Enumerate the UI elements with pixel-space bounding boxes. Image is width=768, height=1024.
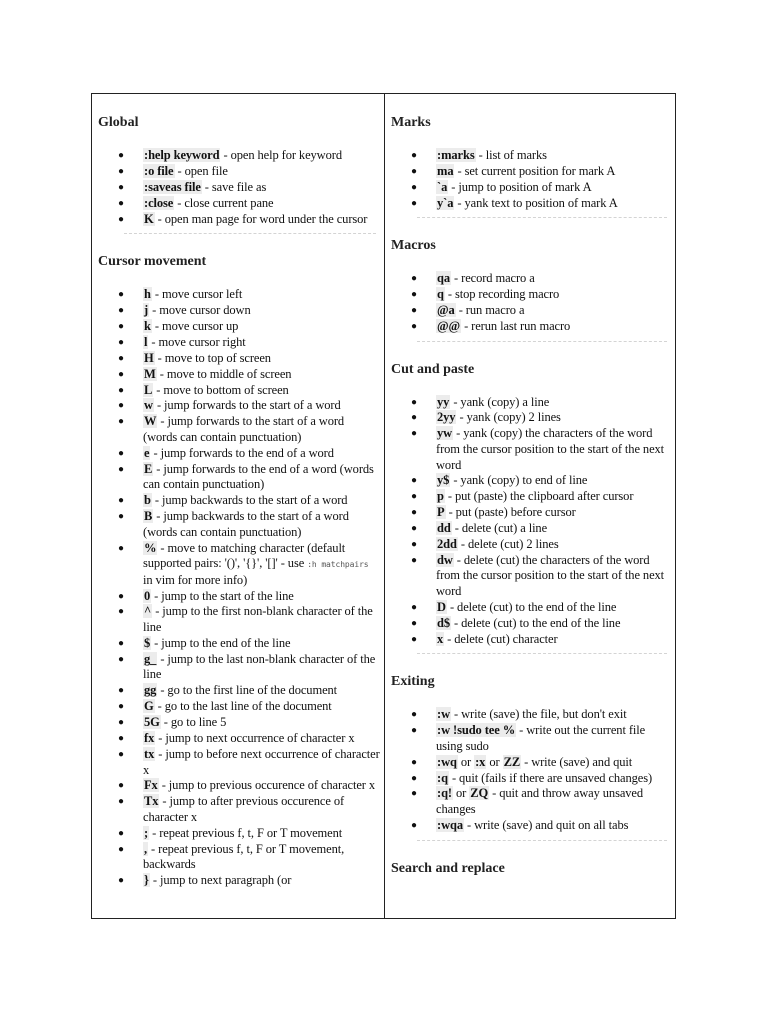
command-description: - move cursor left	[151, 287, 243, 302]
command-description: - move to top of screen	[154, 350, 271, 365]
bullet-icon: ●	[411, 507, 417, 519]
command-description: - jump to next paragraph (or	[149, 873, 292, 888]
list-item	[391, 755, 671, 771]
inline-code: :h matchpairs	[307, 560, 369, 570]
command-key: }	[144, 873, 149, 888]
bullet-icon: ●	[411, 725, 417, 737]
command-key: :o file	[144, 163, 174, 178]
command-description: - save file as	[201, 179, 267, 194]
list-item	[391, 521, 671, 537]
bullet-icon: ●	[118, 320, 124, 332]
bullet-icon: ●	[118, 384, 124, 396]
command-description: - yank (copy) to end of line	[450, 473, 588, 488]
cheat-sheet-table	[91, 93, 676, 919]
command-description: or	[457, 754, 475, 769]
command-key: b	[144, 493, 151, 508]
command-key: :wq	[437, 754, 457, 769]
command-description: - write (save) the file, but don't exit	[451, 707, 627, 722]
bullet-icon: ●	[411, 538, 417, 550]
command-description: - write out the current file using sudo	[436, 723, 646, 753]
list-item	[391, 271, 671, 287]
bullet-icon: ●	[411, 165, 417, 177]
command-key: ;	[144, 825, 149, 840]
list-item	[391, 426, 671, 473]
list-item	[391, 771, 671, 787]
command-key: :q!	[437, 786, 452, 801]
list-item	[98, 335, 380, 351]
section-title-search-and-replace: Search and replace	[391, 860, 505, 876]
command-description: - move to bottom of screen	[153, 382, 289, 397]
list-item	[98, 826, 380, 842]
command-description: in vim for more info)	[143, 572, 248, 587]
bullet-icon: ●	[118, 843, 124, 855]
command-description: - open man page for word under the cursor	[154, 211, 368, 226]
bullet-icon: ●	[411, 197, 417, 209]
command-description: - jump to the end of the line	[151, 635, 291, 650]
command-key: e	[144, 445, 150, 460]
command-key: dw	[437, 552, 453, 567]
bullet-icon: ●	[118, 780, 124, 792]
bullet-icon: ●	[411, 633, 417, 645]
list-item	[391, 723, 671, 754]
command-key: d$	[437, 615, 451, 630]
command-key: q	[437, 287, 444, 302]
bullet-icon: ●	[411, 305, 417, 317]
list-item	[98, 509, 380, 540]
command-description: - jump to before next occurrence of character x	[143, 746, 380, 777]
command-key: y`a	[437, 195, 454, 210]
exiting-list	[391, 707, 671, 833]
list-item	[98, 715, 380, 731]
command-key: :saveas file	[144, 179, 201, 194]
list-item	[98, 731, 380, 747]
list-item	[391, 786, 671, 817]
command-description: - jump to the start of the line	[151, 588, 294, 603]
command-key: :q	[437, 770, 448, 785]
command-key: :close	[144, 195, 174, 210]
command-key: :x	[475, 754, 486, 769]
command-key: P	[437, 505, 445, 520]
list-item	[391, 303, 671, 319]
bullet-icon: ●	[411, 428, 417, 440]
command-key: ,	[144, 841, 148, 856]
bullet-icon: ●	[118, 606, 124, 618]
list-item	[98, 303, 380, 319]
command-description: - jump to the first non-blank character of the line	[143, 604, 373, 635]
list-item	[391, 287, 671, 303]
bullet-icon: ●	[118, 701, 124, 713]
bullet-icon: ●	[118, 748, 124, 760]
command-description: - go to the last line of the document	[154, 699, 332, 714]
command-key: M	[144, 366, 156, 381]
bullet-icon: ●	[118, 495, 124, 507]
command-key: yw	[437, 426, 453, 441]
bullet-icon: ●	[118, 213, 124, 225]
command-description: - jump backwards to the start of a word	[151, 493, 348, 508]
command-key: :help keyword	[144, 148, 220, 162]
list-item	[98, 652, 380, 683]
bullet-icon: ●	[118, 875, 124, 887]
list-item	[98, 873, 380, 889]
command-key: :wqa	[437, 817, 463, 832]
command-description: - jump to after previous occurence of character x	[143, 794, 345, 824]
command-key: l	[144, 334, 148, 349]
list-item	[391, 707, 671, 723]
command-key: qa	[437, 271, 451, 286]
command-description: - quit (fails if there are unsaved changes)	[448, 770, 653, 785]
list-item	[98, 778, 380, 794]
bullet-icon: ●	[118, 305, 124, 317]
list-item	[391, 395, 671, 411]
list-item	[98, 699, 380, 715]
section-title-cut-and-paste: Cut and paste	[391, 361, 475, 377]
command-description: - jump forwards to the end of a word (words can contain punctuation)	[143, 461, 374, 492]
section-title-global: Global	[98, 115, 139, 130]
cursor-movement-list	[98, 287, 380, 889]
section-separator	[124, 233, 376, 234]
command-description: - delete (cut) to the end of the line	[451, 615, 621, 630]
command-description: or	[486, 754, 503, 769]
bullet-icon: ●	[118, 733, 124, 745]
command-description: - record macro a	[451, 271, 535, 286]
command-description: - yank (copy) the characters of the word from the cursor position to the start of the next word	[436, 426, 665, 472]
command-description: - open help for keyword	[220, 148, 342, 162]
command-key: E	[144, 461, 153, 476]
command-description: - jump backwards to the start of a word (words can contain punctuation)	[143, 509, 349, 539]
list-item	[98, 164, 380, 180]
section-title-exiting: Exiting	[391, 674, 435, 690]
command-key: H	[144, 350, 154, 365]
section-title-marks: Marks	[391, 115, 431, 130]
global-list	[98, 148, 380, 227]
command-key: 0	[144, 588, 151, 603]
bullet-icon: ●	[411, 475, 417, 487]
bullet-icon: ●	[118, 653, 124, 665]
list-item	[98, 842, 380, 873]
list-item	[98, 604, 380, 635]
command-description: - quit and throw away unsaved changes	[436, 786, 644, 817]
bullet-icon: ●	[118, 590, 124, 602]
command-key: gg	[144, 683, 157, 698]
command-key: Fx	[144, 778, 158, 793]
bullet-icon: ●	[118, 416, 124, 428]
list-item	[391, 818, 671, 834]
command-description: - jump to the last non-blank character of the line	[143, 651, 376, 682]
list-item	[98, 493, 380, 509]
list-item	[98, 196, 380, 212]
command-description: - list of marks	[475, 148, 547, 162]
list-item	[391, 600, 671, 616]
command-key: fx	[144, 731, 155, 746]
list-item	[98, 367, 380, 383]
command-key: @a	[437, 303, 455, 318]
bullet-icon: ●	[118, 368, 124, 380]
list-item	[391, 319, 671, 335]
command-key: x	[437, 631, 444, 646]
bullet-icon: ●	[118, 181, 124, 193]
command-key: h	[144, 287, 151, 302]
command-description: - yank text to position of mark A	[454, 195, 618, 210]
command-key: %	[144, 540, 157, 555]
bullet-icon: ●	[118, 400, 124, 412]
command-key: :w	[437, 707, 450, 722]
bullet-icon: ●	[411, 709, 417, 721]
bullet-icon: ●	[118, 511, 124, 523]
command-description: - move cursor right	[148, 334, 246, 349]
command-key: ma	[437, 163, 454, 178]
command-description: - stop recording macro	[444, 287, 560, 302]
command-description: - write (save) and quit on all tabs	[464, 817, 629, 832]
command-description: - put (paste) before cursor	[445, 505, 576, 520]
bullet-icon: ●	[411, 491, 417, 503]
command-key: 5G	[144, 715, 160, 730]
left-column	[98, 94, 380, 918]
command-key: dd	[437, 521, 451, 536]
command-key: k	[144, 318, 151, 333]
command-description: - delete (cut) character	[444, 631, 558, 646]
command-description: - go to the first line of the document	[157, 683, 338, 698]
cut-and-paste-list	[391, 395, 671, 648]
command-description: - repeat previous f, t, F or T movement	[149, 825, 343, 840]
list-item	[391, 505, 671, 521]
command-description: - jump forwards to the end of a word	[150, 445, 334, 460]
bullet-icon: ●	[411, 756, 417, 768]
bullet-icon: ●	[118, 463, 124, 475]
list-item	[391, 537, 671, 553]
bullet-icon: ●	[118, 542, 124, 554]
command-key: $	[144, 635, 151, 650]
section-title-cursor-movement: Cursor movement	[98, 254, 207, 270]
command-key: w	[144, 398, 153, 413]
bullet-icon: ●	[411, 617, 417, 629]
list-item	[98, 212, 380, 228]
command-description: - delete (cut) 2 lines	[457, 536, 559, 551]
bullet-icon: ●	[118, 447, 124, 459]
bullet-icon: ●	[411, 601, 417, 613]
command-description: - go to line 5	[160, 715, 227, 730]
list-item	[98, 383, 380, 399]
section-separator	[417, 653, 667, 654]
section-title-macros: Macros	[391, 238, 436, 254]
list-item	[98, 180, 380, 196]
bullet-icon: ●	[411, 788, 417, 800]
command-description: - move to matching character (default supported pairs: '()', '{}', '[]' - use	[143, 540, 346, 571]
command-description: - jump forwards to the start of a word	[153, 398, 341, 413]
command-description: or	[452, 786, 470, 801]
section-separator	[417, 341, 667, 342]
command-key: L	[144, 382, 153, 397]
command-key: K	[144, 211, 154, 226]
command-key: ZZ	[503, 754, 521, 769]
list-item	[98, 351, 380, 367]
command-description: - close current pane	[174, 195, 274, 210]
list-item	[391, 180, 671, 196]
list-item	[391, 196, 671, 212]
list-item	[98, 148, 380, 164]
command-description: - delete (cut) a line	[451, 521, 548, 536]
command-key: G	[144, 699, 154, 714]
column-divider	[384, 94, 385, 918]
bullet-icon: ●	[118, 352, 124, 364]
command-description: - repeat previous f, t, F or T movement, backwards	[143, 841, 345, 872]
list-item	[98, 747, 380, 778]
command-key: :w !sudo tee %	[437, 723, 516, 738]
command-description: - put (paste) the clipboard after cursor	[444, 489, 634, 504]
bullet-icon: ●	[118, 796, 124, 808]
command-description: - open file	[174, 163, 228, 178]
command-key: p	[437, 489, 444, 504]
list-item	[98, 794, 380, 825]
bullet-icon: ●	[118, 637, 124, 649]
bullet-icon: ●	[411, 273, 417, 285]
command-key: tx	[144, 746, 155, 761]
command-key: 2dd	[437, 536, 457, 551]
command-description: - move to middle of screen	[156, 366, 292, 381]
bullet-icon: ●	[411, 320, 417, 332]
right-column	[391, 94, 671, 918]
section-separator	[417, 217, 667, 218]
bullet-icon: ●	[411, 396, 417, 408]
bullet-icon: ●	[411, 772, 417, 784]
bullet-icon: ●	[118, 827, 124, 839]
command-description: - set current position for mark A	[454, 163, 616, 178]
list-item	[391, 616, 671, 632]
bullet-icon: ●	[411, 523, 417, 535]
command-key: yy	[437, 394, 450, 409]
bullet-icon: ●	[118, 685, 124, 697]
command-key: ^	[144, 604, 152, 619]
list-item	[391, 489, 671, 505]
command-description: - yank (copy) a line	[450, 394, 550, 409]
list-item	[98, 541, 380, 589]
list-item	[98, 319, 380, 335]
list-item	[391, 473, 671, 489]
macros-list	[391, 271, 671, 334]
list-item	[391, 148, 671, 164]
list-item	[391, 553, 671, 600]
list-item	[98, 636, 380, 652]
section-separator	[417, 840, 667, 841]
bullet-icon: ●	[118, 717, 124, 729]
bullet-icon: ●	[411, 150, 417, 161]
command-key: B	[144, 509, 153, 524]
list-item	[391, 164, 671, 180]
command-key: y$	[437, 473, 450, 488]
bullet-icon: ●	[118, 289, 124, 301]
bullet-icon: ●	[118, 336, 124, 348]
list-item	[98, 446, 380, 462]
command-key: g_	[144, 651, 157, 666]
list-item	[391, 410, 671, 426]
command-key: ZQ	[470, 786, 489, 801]
command-description: - write (save) and quit	[521, 754, 633, 769]
list-item	[98, 414, 380, 445]
list-item	[98, 683, 380, 699]
command-key: j	[144, 303, 149, 318]
bullet-icon: ●	[411, 554, 417, 566]
command-description: - yank (copy) 2 lines	[456, 410, 561, 425]
command-description: - jump to position of mark A	[448, 179, 592, 194]
list-item	[391, 632, 671, 648]
list-item	[98, 462, 380, 493]
bullet-icon: ●	[411, 181, 417, 193]
command-key: 2yy	[437, 410, 456, 425]
bullet-icon: ●	[118, 165, 124, 177]
command-description: - move cursor up	[151, 318, 239, 333]
command-key: D	[437, 599, 446, 614]
command-description: - delete (cut) the characters of the word from the cursor position to the start of the next word	[436, 552, 665, 599]
command-description: - rerun last run macro	[461, 318, 571, 333]
command-description: - delete (cut) to the end of the line	[446, 599, 617, 614]
command-description: - run macro a	[455, 303, 525, 318]
command-description: - jump to next occurrence of character x	[155, 731, 355, 746]
command-key: `a	[437, 179, 448, 194]
bullet-icon: ●	[118, 197, 124, 209]
command-key: W	[144, 414, 157, 429]
marks-list	[391, 148, 671, 211]
bullet-icon: ●	[411, 819, 417, 831]
command-key: :marks	[437, 148, 475, 162]
bullet-icon: ●	[411, 412, 417, 424]
list-item	[98, 589, 380, 605]
bullet-icon: ●	[118, 150, 124, 161]
command-description: - move cursor down	[149, 303, 251, 318]
command-key: @@	[437, 318, 461, 333]
list-item	[98, 398, 380, 414]
command-description: - jump to previous occurence of character x	[158, 778, 376, 793]
list-item	[98, 287, 380, 303]
command-description: - jump forwards to the start of a word (words can contain punctuation)	[143, 414, 345, 444]
bullet-icon: ●	[411, 289, 417, 301]
command-key: Tx	[144, 794, 159, 809]
